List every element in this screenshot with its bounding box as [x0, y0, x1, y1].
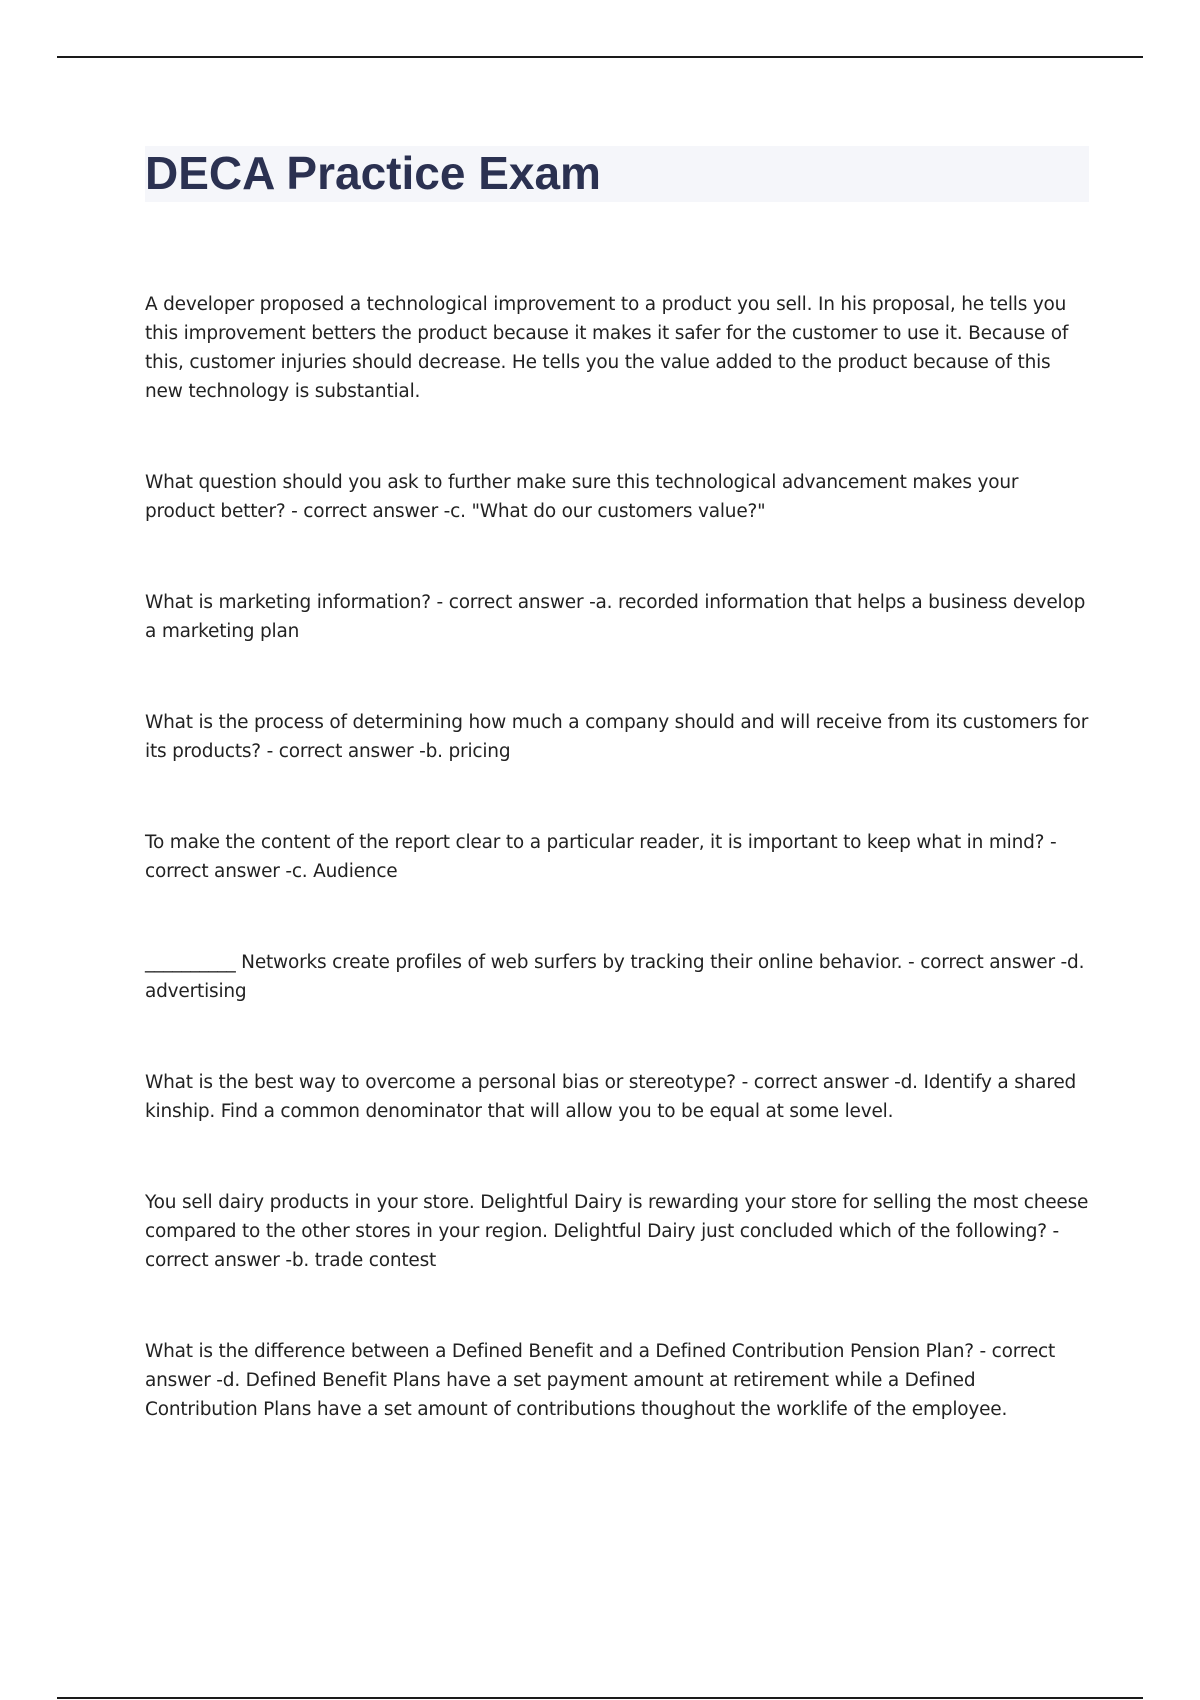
intro-paragraph: A developer proposed a technological improvement to a product you sell. In his proposal, he tells you this improvement betters the product because it makes it safer for the customer to use it. Because of this, customer injuries should decrease. He tells you the value added to the product because of this new technology is substantial.: [145, 294, 1069, 402]
question-item: What is the difference between a Defined Benefit and a Defined Contribution Pension Plan? - correct answer -d. Defined Benefit Plans have a set payment amount at retirement while a Defined Contribution Plans have a set amount of contributions thoughout the worklife of the employee.: [145, 1341, 1056, 1420]
page-title: DECA Practice Exam: [145, 147, 601, 199]
question-item: To make the content of the report clear to a particular reader, it is important to keep what in mind? - correct answer -c. Audience: [145, 832, 1057, 882]
question-item: What question should you ask to further make sure this technological advancement makes your product better? - correct answer -c. "What do our customers value?": [145, 472, 1019, 522]
top-rule: [57, 56, 1143, 58]
question-item: What is the process of determining how much a company should and will receive from its customers for its products? - correct answer -b. pricing: [145, 712, 1089, 762]
question-item: You sell dairy products in your store. Delightful Dairy is rewarding your store for selling the most cheese compared to the other stores in your region. Delightful Dairy just concluded which of the following? - correct answer -b. trade contest: [145, 1192, 1089, 1271]
question-item: __________ Networks create profiles of web surfers by tracking their online behavior. - correct answer -d. advertising: [145, 952, 1085, 1002]
question-item: What is the best way to overcome a personal bias or stereotype? - correct answer -d. Identify a shared kinship. Find a common denominator that will allow you to be equal at some level.: [145, 1072, 1077, 1122]
document-body: [145, 290, 1090, 1486]
question-item: What is marketing information? - correct answer -a. recorded information that helps a business develop a marketing plan: [145, 592, 1086, 642]
bottom-rule: [57, 1697, 1143, 1699]
